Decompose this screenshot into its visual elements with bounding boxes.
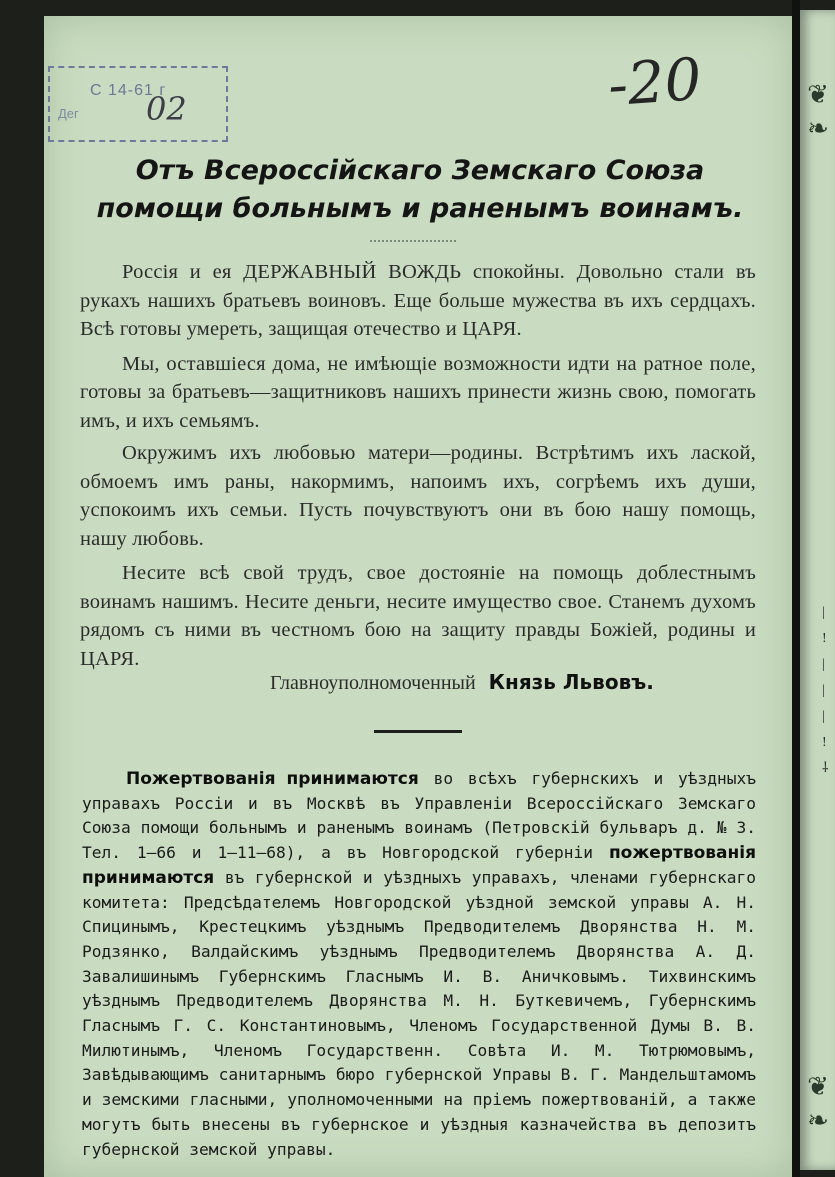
notice-text: во всѣхъ губернскихъ и уѣздныхъ управахъ Россіи и въ Москвѣ въ Управленіи Всероссійскаго Земскаго Союза помощи больнымъ и раненымъ воинамъ (Петровскій бульваръ д. № 3. Тел. 1—66 и 1—11—68), а въ Новгородской губерніи: [82, 769, 756, 863]
paragraph: Мы, оставшіеся дома, не имѣющіе возможности идти на ратное поле, готовы за братьевъ—защитниковъ нашихъ принести жизнь свою, помогать имъ, и ихъ семьямъ.: [80, 352, 756, 432]
signature: [270, 670, 654, 695]
adjacent-page-glyphs: | ! | | | ! ⸸: [822, 605, 829, 776]
ornament-icon: ❦ ❧: [807, 1072, 829, 1135]
notice-heading-2: пожертвованія принимаются: [82, 843, 756, 888]
title-divider: [370, 240, 456, 242]
paragraph: Окружимъ ихъ любовью матери—родины. Встрѣтимъ ихъ лаской, обмоемъ имъ раны, накормимъ, напоимъ ихъ, согрѣемъ ихъ души, успокоимъ ихъ семьи. Пусть почувствуютъ они въ бою нашу помощь, нашу любовь.: [80, 442, 756, 550]
paragraph: Россія и ея ДЕРЖАВНЫЙ ВОЖДЬ спокойны. Довольно стали въ рукахъ нашихъ братьевъ воиновъ. Еще больше мужества въ ихъ сердцахъ. Всѣ готовы умереть, защищая отечество и ЦАРЯ.: [80, 261, 756, 340]
book-gutter: [792, 0, 800, 1177]
handwritten-page-number: -20: [605, 44, 704, 120]
section-divider: [374, 730, 462, 733]
notice-text-2: въ губернской и уѣздныхъ управахъ, членами губернскаго комитета: Предсѣдателемъ Новгородской уѣздной земской управы А. Н. Спицинымъ, Крестецкимъ уѣзднымъ Предводителемъ Дворянства Н. М. Родзянко, Валдайскимъ уѣзднымъ Предводителемъ Дворянства А. Д. Завалишинымъ Губернскимъ Гласнымъ И. В. Аничковымъ. Тихвинскимъ уѣзднымъ Предводителемъ Дворянства М. Н. Буткевичемъ, Губернскимъ Гласнымъ Г. С. Константиновымъ, Членомъ Государственной Думы В. В. Милютинымъ, Членомъ Государственн. Совѣта И. М. Тютрюмовымъ, Завѣдывающимъ санитарнымъ бюро губернской Управы В. Г. Мандельштамомъ и земскими гласными, уполномоченными на пріемъ пожертвованій, а также могутъ быть внесены въ губернское и уѣздныя казначейства въ депозитъ губернской земской управы.: [82, 867, 756, 1159]
handwritten-number: 02: [146, 90, 187, 128]
appeal-text: [80, 258, 756, 677]
stamp-label: Дег: [58, 106, 79, 121]
stamp-code: С 14-61 г: [90, 82, 167, 99]
paragraph: Несите всѣ свой трудъ, свое достояніе на помощь доблестнымъ воинамъ нашимъ. Несите деньги, несите имущество свое. Станемъ духомъ рядомъ съ ними въ честномъ бою на защиту правды Божіей, родины и ЦАРЯ.: [80, 562, 756, 670]
notice-heading: Пожертвованія принимаются: [126, 769, 419, 789]
donation-notice: [82, 767, 756, 1162]
adjacent-page-edge: [800, 10, 835, 1170]
signature-role: Главноуполномоченный: [270, 672, 476, 694]
archive-stamp: [48, 66, 228, 142]
page-title: Отъ Всероссійскаго Земскаго Союза помощи больнымъ и раненымъ воинамъ.: [96, 155, 744, 224]
signature-name: Князь Львовъ.: [488, 670, 654, 694]
ornament-icon: ❦ ❧: [807, 80, 829, 143]
